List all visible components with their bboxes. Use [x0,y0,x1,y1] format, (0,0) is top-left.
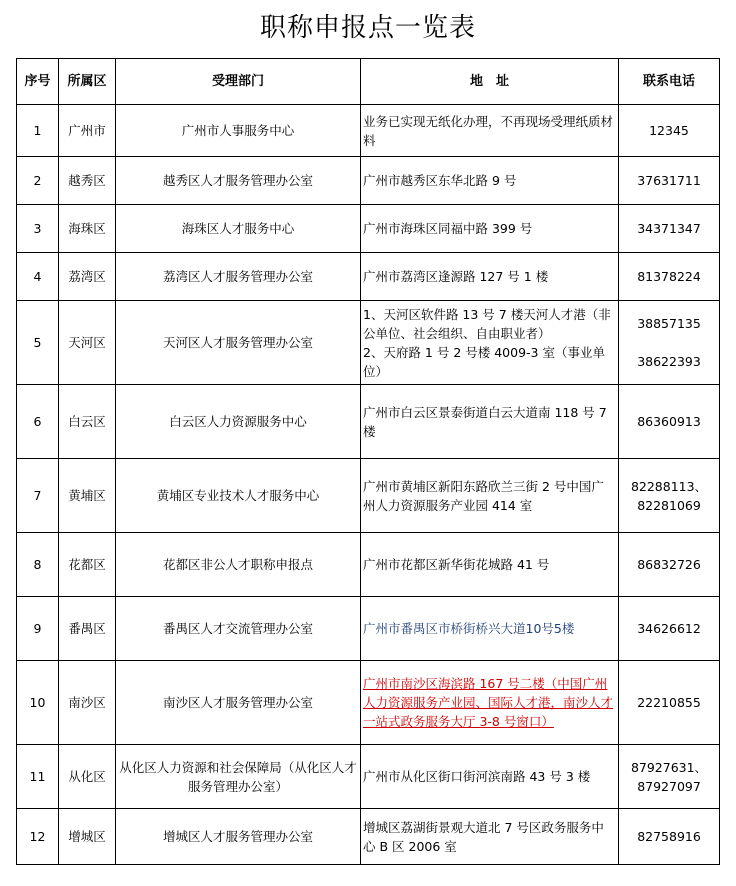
cell-district: 荔湾区 [59,253,116,301]
table-row [17,205,720,253]
cell-district: 番禺区 [59,597,116,661]
phone-number: 82281069 [637,497,701,513]
page-title: 职称申报点一览表 [259,13,476,43]
cell-phone [619,205,720,253]
cell-phone [619,597,720,661]
cell-department: 天河区人才服务管理办公室 [116,301,361,385]
table-row [17,157,720,205]
cell-index: 2 [17,157,59,205]
cell-department: 黄埔区专业技术人才服务中心 [116,459,361,533]
cell-phone [619,745,720,809]
cell-district: 从化区 [59,745,116,809]
cell-index: 7 [17,459,59,533]
cell-index: 8 [17,533,59,597]
cell-phone [619,533,720,597]
address-link[interactable]: 广州市南沙区海滨路 167 号二楼（中国广州人力资源服务产业园、国际人才港，南沙人才一站式政务服务大厅 3-8 号窗口） [363,676,614,729]
phone-number: 82758916 [637,829,701,844]
cell-address: 广州市白云区景泰街道白云大道南 118 号 7 楼 [361,385,619,459]
cell-district: 花都区 [59,533,116,597]
table-row [17,253,720,301]
header-phone: 联系电话 [619,59,720,105]
header-index: 序号 [17,59,59,105]
table-row [17,533,720,597]
cell-department: 白云区人力资源服务中心 [116,385,361,459]
table-row [17,105,720,157]
cell-index: 1 [17,105,59,157]
phone-number: 87927631、 [630,759,708,775]
cell-district: 广州市 [59,105,116,157]
cell-department: 增城区人才服务管理办公室 [116,809,361,865]
cell-department: 花都区非公人才职称申报点 [116,533,361,597]
table-row [17,459,720,533]
table-row [17,809,720,865]
cell-address [361,301,619,385]
cell-phone [619,301,720,385]
cell-phone [619,105,720,157]
cell-index: 9 [17,597,59,661]
phone-number: 86360913 [637,414,701,429]
address-line: 2、天府路 1 号 2 号楼 4009-3 室（事业单位） [363,344,605,379]
phone-number: 34626612 [637,621,701,636]
cell-phone [619,661,720,745]
cell-department: 南沙区人才服务管理办公室 [116,661,361,745]
cell-phone [619,157,720,205]
cell-address: 广州市花都区新华街花城路 41 号 [361,533,619,597]
header-department: 受理部门 [116,59,361,105]
cell-index: 5 [17,301,59,385]
cell-address [361,661,619,745]
cell-department: 越秀区人才服务管理办公室 [116,157,361,205]
cell-index: 12 [17,809,59,865]
table-header-row [17,59,720,105]
cell-district: 越秀区 [59,157,116,205]
table-row [17,385,720,459]
cell-department: 荔湾区人才服务管理办公室 [116,253,361,301]
cell-phone [619,253,720,301]
cell-department: 从化区人力资源和社会保障局（从化区人才服务管理办公室） [116,745,361,809]
table-row [17,661,720,745]
cell-phone [619,385,720,459]
cell-department: 番禺区人才交流管理办公室 [116,597,361,661]
table-row [17,597,720,661]
phone-number: 22210855 [637,695,701,710]
phone-number: 38857135 [637,316,701,331]
cell-district: 南沙区 [59,661,116,745]
phone-number: 81378224 [637,269,701,284]
header-address: 地 址 [361,59,619,105]
cell-index: 6 [17,385,59,459]
cell-index: 10 [17,661,59,745]
cell-address: 广州市荔湾区逢源路 127 号 1 楼 [361,253,619,301]
phone-number: 38622393 [637,354,701,369]
cell-phone [619,459,720,533]
phone-number: 86832726 [637,557,701,572]
cell-district: 白云区 [59,385,116,459]
cell-index: 3 [17,205,59,253]
cell-address: 广州市越秀区东华北路 9 号 [361,157,619,205]
cell-address: 增城区荔湖街景观大道北 7 号区政务服务中心 B 区 2006 室 [361,809,619,865]
cell-address: 广州市海珠区同福中路 399 号 [361,205,619,253]
declaration-points-table [16,58,720,865]
cell-district: 增城区 [59,809,116,865]
cell-district: 黄埔区 [59,459,116,533]
cell-index: 4 [17,253,59,301]
cell-department: 海珠区人才服务中心 [116,205,361,253]
phone-number: 82288113、 [630,478,708,494]
header-district: 所属区 [59,59,116,105]
cell-index: 11 [17,745,59,809]
cell-address: 广州市从化区街口街河滨南路 43 号 3 楼 [361,745,619,809]
address-line: 1、天河区软件路 13 号 7 楼天河人才港（非公单位、社会组织、自由职业者） [363,306,611,341]
table-row [17,301,720,385]
phone-number: 87927097 [637,778,701,794]
phone-number: 12345 [649,123,689,138]
cell-department: 广州市人事服务中心 [116,105,361,157]
phone-number: 34371347 [637,221,701,236]
cell-district: 天河区 [59,301,116,385]
table-row [17,745,720,809]
cell-address: 广州市番禺区市桥街桥兴大道10号5楼 [361,597,619,661]
cell-phone [619,809,720,865]
cell-address: 业务已实现无纸化办理，不再现场受理纸质材料 [361,105,619,157]
cell-address: 广州市黄埔区新阳东路欣兰三街 2 号中国广州人力资源服务产业园 414 室 [361,459,619,533]
cell-district: 海珠区 [59,205,116,253]
phone-number: 37631711 [637,173,701,188]
